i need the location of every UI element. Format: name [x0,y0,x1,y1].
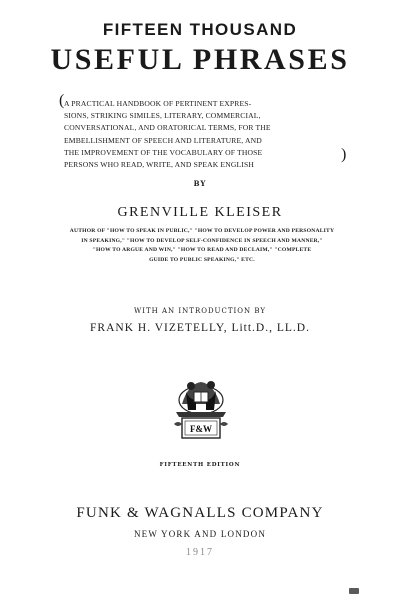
edition-label: FIFTEENTH EDITION [159,462,241,468]
publisher-emblem [168,370,234,442]
subtitle-line: PERSONS WHO READ, WRITE, AND SPEAK ENGLISH [64,160,254,170]
subtitle-close-bracket: ) [341,146,347,163]
subtitle-line: SIONS, STRIKING SIMILES, LITERARY, COMMERCIAL, [64,111,261,121]
author-works [42,227,362,265]
works-line: AUTHOR OF "HOW TO SPEAK IN PUBLIC," "HOW TO DEVELOP POWER AND PERSONALITY [69,228,335,234]
by-label: BY [193,179,207,188]
subtitle-open-bracket: ( [59,92,65,109]
publisher-name: FUNK & WAGNALLS COMPANY [76,505,324,521]
introduction-author: FRANK H. VIZETELLY, Litt.D., LL.D. [90,322,310,334]
works-line: GUIDE TO PUBLIC SPEAKING," ETC. [149,256,255,263]
publication-year: 1917 [186,547,214,558]
subtitle-line: CONVERSATIONAL, AND ORATORICAL TERMS, FOR THE [64,123,271,133]
subtitle-line: EMBELLISHMENT OF SPEECH AND LITERATURE, AND [64,135,262,145]
subtitle-line: A PRACTICAL HANDBOOK OF PERTINENT EXPRES- [64,99,252,108]
works-line: "HOW TO ARGUE AND WIN," "HOW TO READ AND DECLAIM," "COMPLETE [92,247,312,254]
publication-place: NEW YORK AND LONDON [133,529,267,539]
emblem-monogram: F&W [190,424,212,434]
introduction-label: WITH AN INTRODUCTION BY [134,307,266,315]
works-line: IN SPEAKING," "HOW TO DEVELOP SELF-CONFIDENCE IN SPEECH AND MANNER," [81,237,323,244]
author-name: GRENVILLE KLEISER [117,205,283,220]
title-line-1: FIFTEEN THOUSAND [102,20,298,39]
subtitle [64,98,364,171]
ink-mark [349,588,359,594]
subtitle-line: THE IMPROVEMENT OF THE VOCABULARY OF THOSE [64,147,263,157]
title-line-2: USEFUL PHRASES [50,43,350,76]
